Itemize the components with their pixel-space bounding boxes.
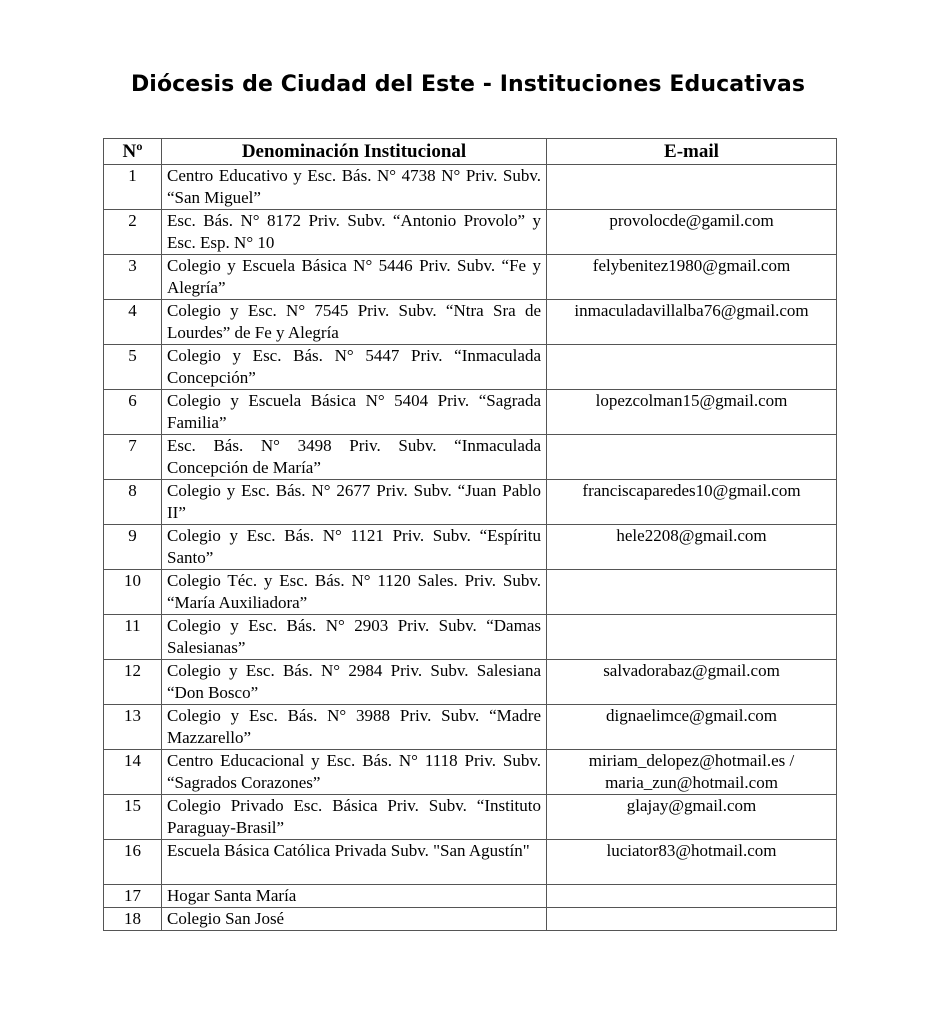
row-number: 4 — [104, 300, 162, 345]
row-number: 15 — [104, 795, 162, 840]
table-row — [104, 165, 837, 210]
table-row — [104, 300, 837, 345]
table-row — [104, 255, 837, 300]
institution-name: Colegio San José — [162, 908, 547, 931]
institution-email — [547, 345, 837, 390]
table-header-row — [104, 139, 837, 165]
institution-name: Esc. Bás. N° 3498 Priv. Subv. “Inmaculada Concepción de María” — [162, 435, 547, 480]
institution-name: Colegio y Escuela Básica N° 5404 Priv. “Sagrada Familia” — [162, 390, 547, 435]
institutions-table — [103, 138, 837, 931]
row-number: 10 — [104, 570, 162, 615]
institution-email: glajay@gmail.com — [547, 795, 837, 840]
table-row — [104, 885, 837, 908]
table-row — [104, 480, 837, 525]
institution-email: lopezcolman15@gmail.com — [547, 390, 837, 435]
row-number: 1 — [104, 165, 162, 210]
row-number: 5 — [104, 345, 162, 390]
table-row — [104, 908, 837, 931]
institution-name: Escuela Básica Católica Privada Subv. "San Agustín" — [162, 840, 547, 885]
institution-name: Colegio y Esc. Bás. N° 3988 Priv. Subv. “Madre Mazzarello” — [162, 705, 547, 750]
row-number: 18 — [104, 908, 162, 931]
row-number: 11 — [104, 615, 162, 660]
institution-email: franciscaparedes10@gmail.com — [547, 480, 837, 525]
institution-name: Colegio Privado Esc. Básica Priv. Subv. “Instituto Paraguay-Brasil” — [162, 795, 547, 840]
institution-email: felybenitez1980@gmail.com — [547, 255, 837, 300]
institution-name: Colegio y Esc. Bás. N° 1121 Priv. Subv. “Espíritu Santo” — [162, 525, 547, 570]
institution-name: Colegio Téc. y Esc. Bás. N° 1120 Sales. Priv. Subv. “María Auxiliadora” — [162, 570, 547, 615]
row-number: 12 — [104, 660, 162, 705]
institution-email: dignaelimce@gmail.com — [547, 705, 837, 750]
institution-name: Hogar Santa María — [162, 885, 547, 908]
table-row — [104, 750, 837, 795]
institution-email — [547, 435, 837, 480]
institution-email — [547, 908, 837, 931]
row-number: 13 — [104, 705, 162, 750]
row-number: 17 — [104, 885, 162, 908]
institution-email: hele2208@gmail.com — [547, 525, 837, 570]
header-name: Denominación Institucional — [162, 139, 547, 165]
row-number: 14 — [104, 750, 162, 795]
table-row — [104, 525, 837, 570]
table-row — [104, 795, 837, 840]
institution-email: salvadorabaz@gmail.com — [547, 660, 837, 705]
institution-email: luciator83@hotmail.com — [547, 840, 837, 885]
institution-name: Colegio y Esc. Bás. N° 5447 Priv. “Inmaculada Concepción” — [162, 345, 547, 390]
row-number: 7 — [104, 435, 162, 480]
table-row — [104, 570, 837, 615]
institution-name: Colegio y Esc. N° 7545 Priv. Subv. “Ntra Sra de Lourdes” de Fe y Alegría — [162, 300, 547, 345]
row-number: 16 — [104, 840, 162, 885]
row-number: 3 — [104, 255, 162, 300]
institution-name: Centro Educativo y Esc. Bás. N° 4738 N° Priv. Subv. “San Miguel” — [162, 165, 547, 210]
institution-name: Centro Educacional y Esc. Bás. N° 1118 Priv. Subv. “Sagrados Corazones” — [162, 750, 547, 795]
table-row — [104, 840, 837, 885]
table-row — [104, 210, 837, 255]
institution-email — [547, 165, 837, 210]
institution-email: inmaculadavillalba76@gmail.com — [547, 300, 837, 345]
institution-email — [547, 885, 837, 908]
table-row — [104, 390, 837, 435]
institution-name: Colegio y Esc. Bás. N° 2984 Priv. Subv. Salesiana “Don Bosco” — [162, 660, 547, 705]
institution-name: Colegio y Esc. Bás. N° 2677 Priv. Subv. “Juan Pablo II” — [162, 480, 547, 525]
row-number: 6 — [104, 390, 162, 435]
header-number: Nº — [104, 139, 162, 165]
table-row — [104, 345, 837, 390]
institution-email — [547, 615, 837, 660]
institution-email: miriam_delopez@hotmail.es / maria_zun@hotmail.com — [547, 750, 837, 795]
institution-name: Colegio y Escuela Básica N° 5446 Priv. Subv. “Fe y Alegría” — [162, 255, 547, 300]
page-title: Diócesis de Ciudad del Este - Instituciones Educativas — [130, 72, 806, 97]
institution-email: provolocde@gamil.com — [547, 210, 837, 255]
institution-email — [547, 570, 837, 615]
institution-name: Colegio y Esc. Bás. N° 2903 Priv. Subv. “Damas Salesianas” — [162, 615, 547, 660]
table-row — [104, 660, 837, 705]
institution-name: Esc. Bás. N° 8172 Priv. Subv. “Antonio Provolo” y Esc. Esp. N° 10 — [162, 210, 547, 255]
table-row — [104, 705, 837, 750]
header-email: E-mail — [547, 139, 837, 165]
table-row — [104, 435, 837, 480]
row-number: 2 — [104, 210, 162, 255]
row-number: 8 — [104, 480, 162, 525]
table-row — [104, 615, 837, 660]
row-number: 9 — [104, 525, 162, 570]
